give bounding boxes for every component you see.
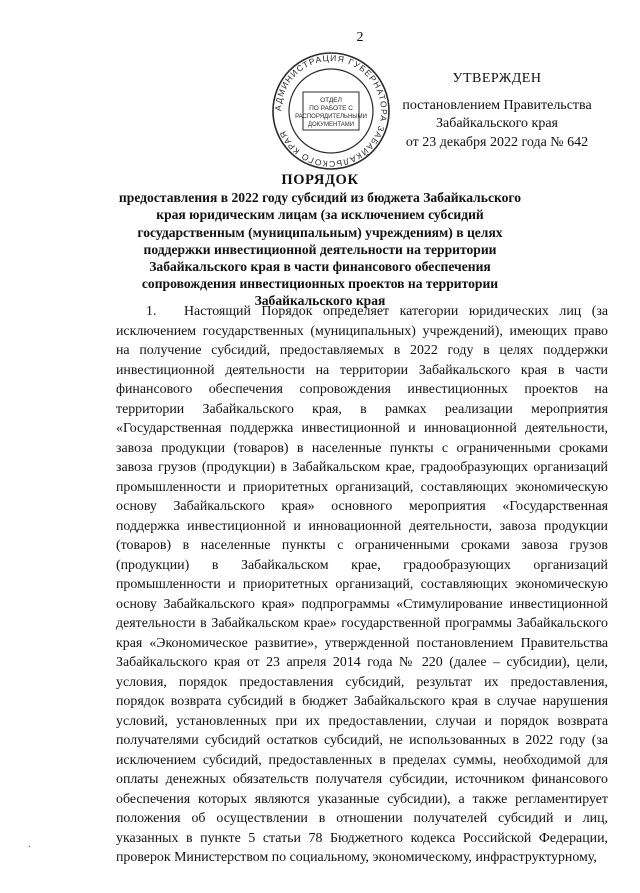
- title-subtitle: предоставления в 2022 году субсидий из бюджета Забайкальского края юридическим лицам (за исключением субсидий государственным (муниципальным) учреждениям) в целях поддержки инвестиционной деятельности на территории Забайкальского края в части финансового обеспечения сопровождения инвестиционных проектов на территории Забайкальского края: [118, 190, 522, 309]
- svg-text:РАСПОРЯДИТЕЛЬНЫМИ: РАСПОРЯДИТЕЛЬНЫМИ: [295, 114, 367, 120]
- scan-mark: .: [28, 836, 31, 850]
- title-main: ПОРЯДОК: [281, 172, 359, 188]
- paragraph-number: 1.: [146, 304, 157, 319]
- document-title: [110, 172, 530, 310]
- svg-text:АДМИНИСТРАЦИЯ ГУБЕРНАТОРА ЗАБА: АДМИНИСТРАЦИЯ ГУБЕРНАТОРА ЗАБАЙКАЛЬСКОГО КРАЯ: [272, 52, 390, 170]
- document-body: [116, 302, 608, 868]
- svg-text:ПО РАБОТЕ С: ПО РАБОТЕ С: [309, 105, 353, 112]
- paragraph-text: Настоящий Порядок определяет категории юридических лиц (за исключением государственных (муниципальных) учреждений), имеющих право на получение субсидий, предоставляемых в 2022 году в целях поддержки инвестиционной деятельности на территории Забайкальского края в части финансового обеспечения сопровождения инвестиционных проектов на территории Забайкальского края, в рамках реализации мероприятия «Государственная поддержка инвестиционной и инновационной деятельности, завоза продукции (товаров) в населенные пункты с ограниченными сроками завоза грузов (продукции) в Забайкальском крае, градообразующих организаций промышленности и приоритетных организаций, составляющих экономическую основу Забайкальского края» основного мероприятия «Государственная поддержка инвестиционной и инновационной деятельности, завоза продукции (товаров) в населенные пункты с ограниченными сроками завоза грузов (продукции) в Забайкальском крае, градообразующих организаций промышленности и приоритетных организаций, составляющих экономическую основу Забайкальского края» подпрограммы «Стимулирование инвестиционной деятельности в Забайкальском крае» государственной программы Забайкальского края «Экономическое развитие», утвержденной постановлением Правительства Забайкальского края от 23 апреля 2014 года № 220 (далее – субсидии), цели, условия, порядок предоставления субсидий, результат их предоставления, порядок возврата субсидий в бюджет Забайкальского края в случае нарушения условий, установленных при их предоставлении, случаи и порядок возврата получателями субсидий остатков субсидий, не использованных в 2022 году (за исключением субсидий, предоставленных в пределах суммы, необходимой для оплаты денежных обязательств получателя субсидии, источником финансового обеспечения которых являются указанные субсидии), а также регламентирует положения об осуществлении в отношении получателей субсидий и лиц, указанных в пункте 5 статьи 78 Бюджетного кодекса Российской Федерации, проверок Министерством по социальному, экономическому, инфраструктурному,: [116, 304, 608, 865]
- approval-block: [372, 70, 622, 152]
- approval-line-2: Забайкальского края: [435, 116, 558, 131]
- approval-heading: УТВЕРЖДЕН: [452, 71, 542, 86]
- svg-text:ОТДЕЛ: ОТДЕЛ: [320, 97, 342, 104]
- svg-text:ДОКУМЕНТАМИ: ДОКУМЕНТАМИ: [307, 122, 355, 128]
- approval-line-1: постановлением Правительства: [402, 97, 592, 113]
- page-number: 2: [356, 30, 364, 45]
- approval-line-3: от 23 декабря 2022 года № 642: [405, 134, 589, 150]
- paragraph-1: [116, 302, 608, 868]
